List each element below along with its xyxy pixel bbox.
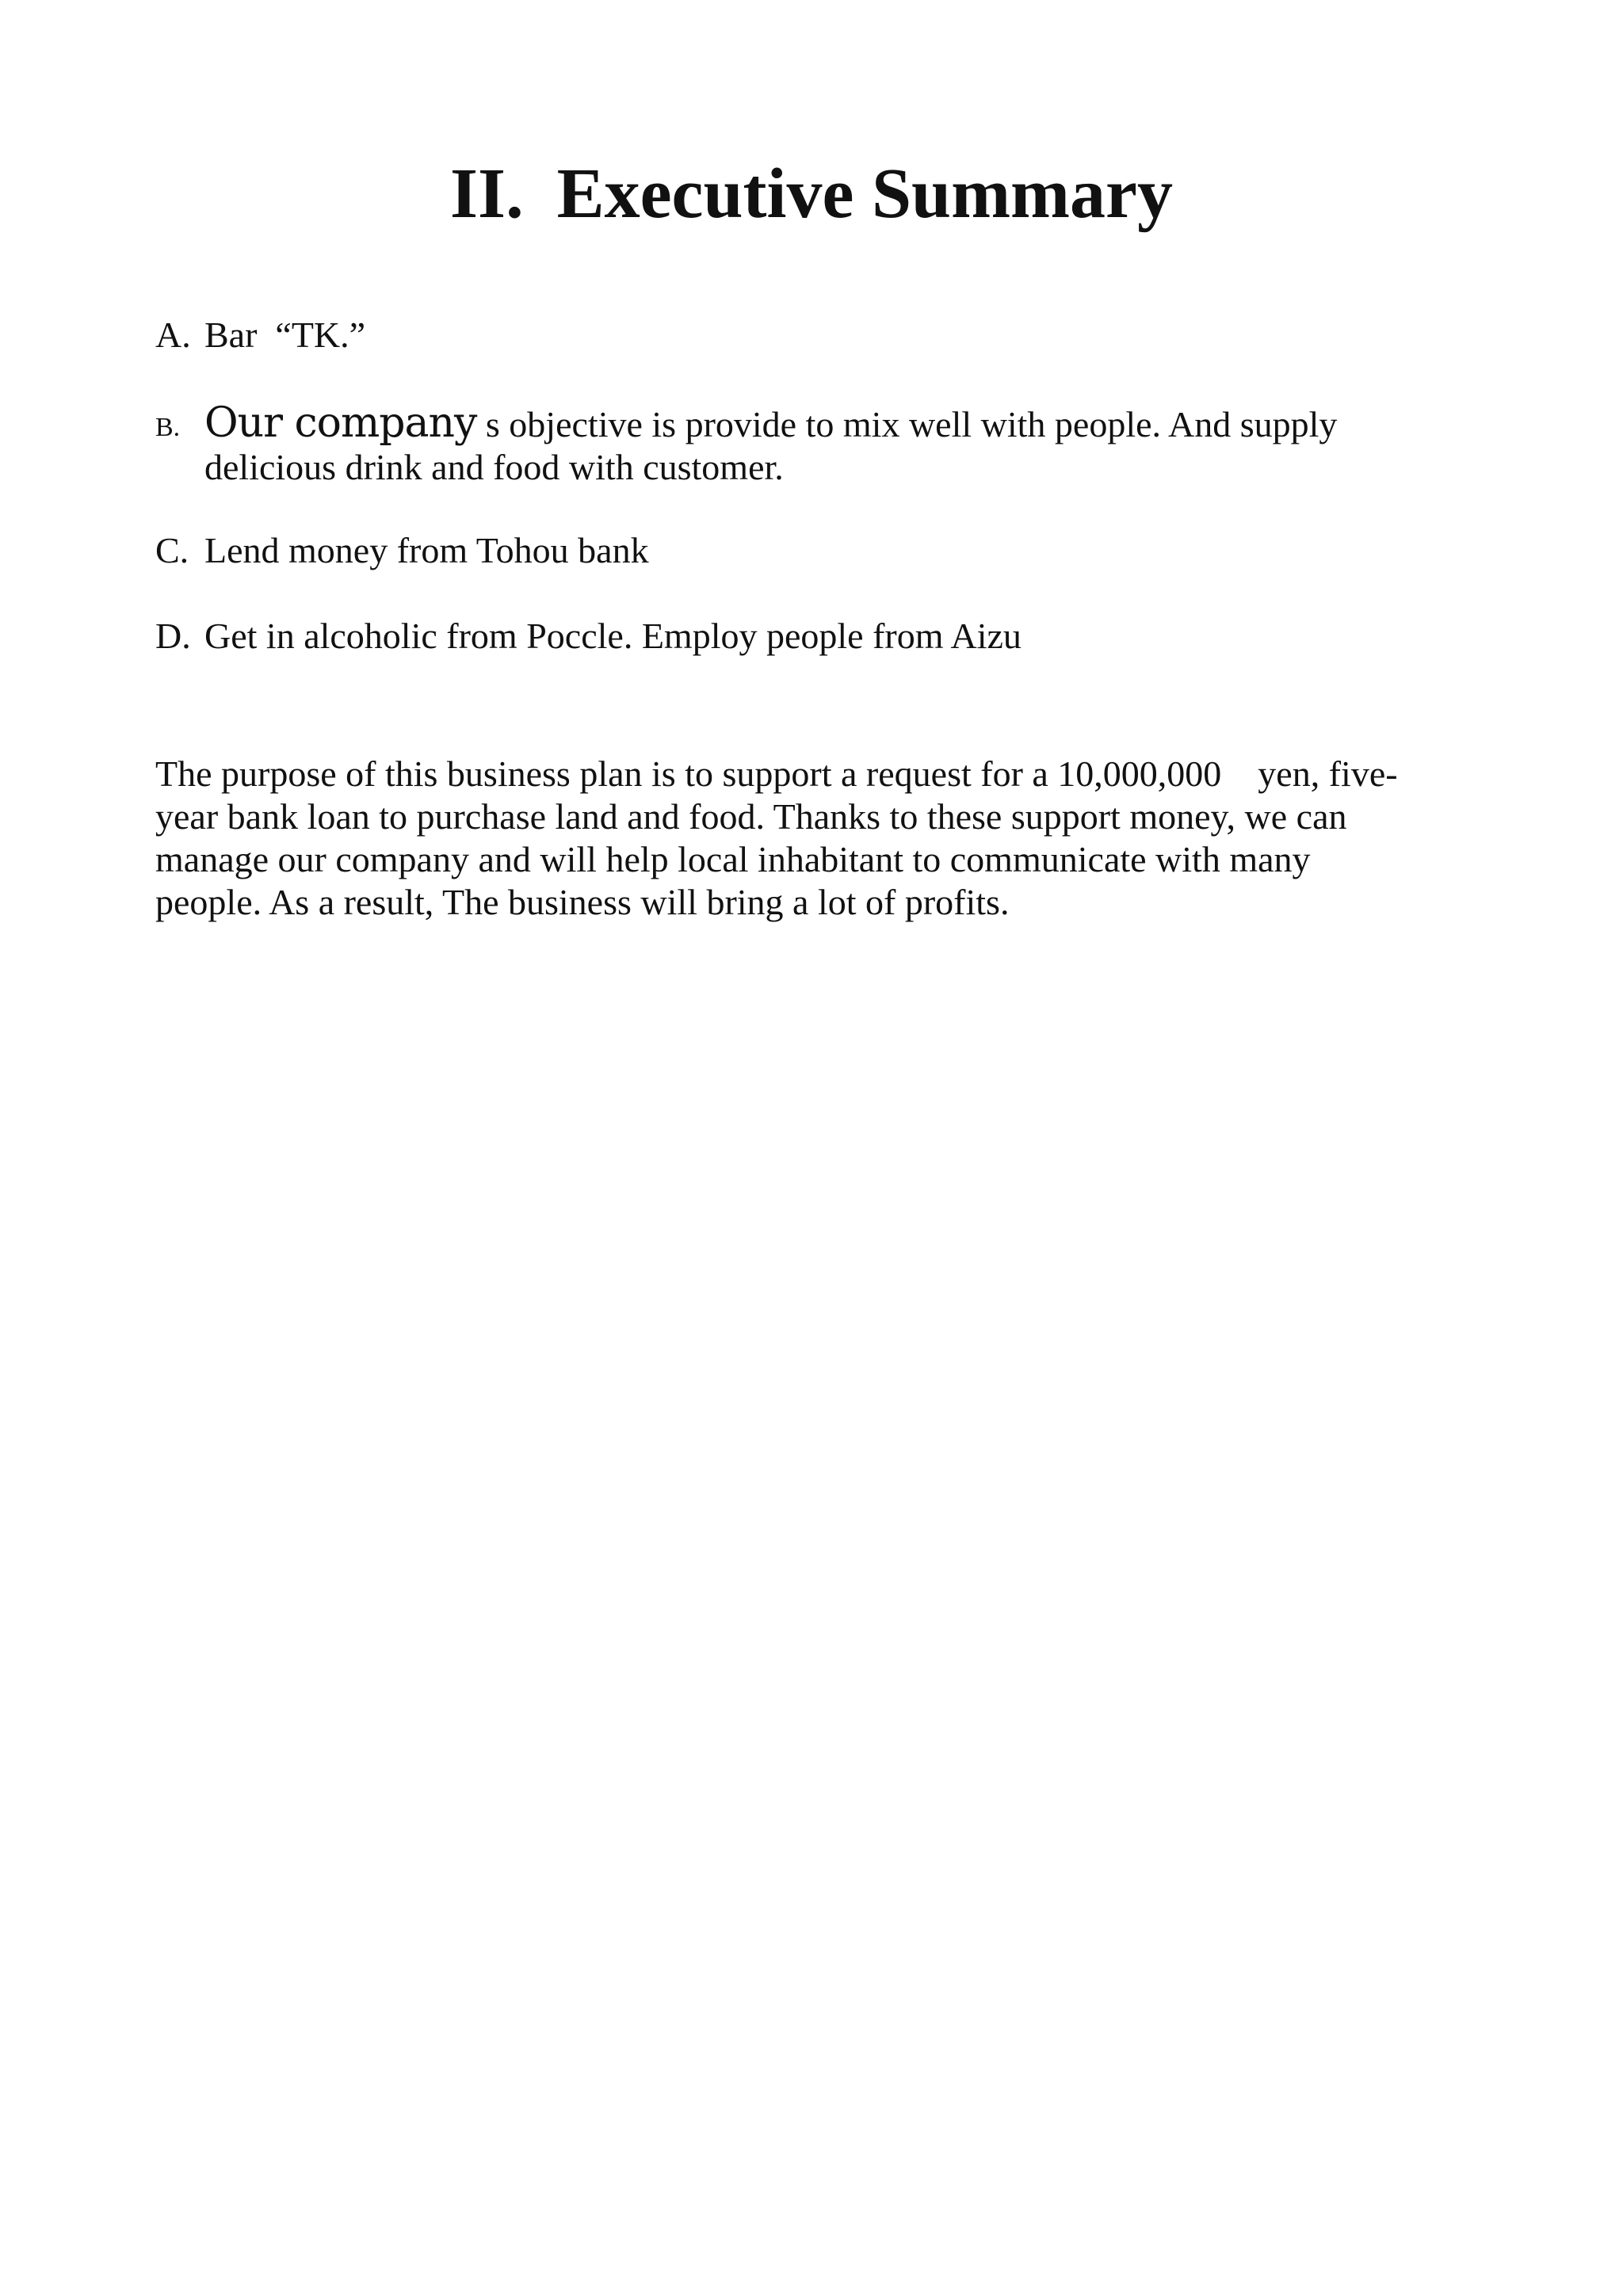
list-item-text xyxy=(204,399,1487,489)
summary-line: year bank loan to purchase land and food. Thanks to these support money, we can xyxy=(155,796,1347,837)
list-marker: D. xyxy=(155,616,191,656)
list-item-text-line-1: s objective is provide to mix well with people. And supply xyxy=(476,404,1338,444)
list-item-b xyxy=(155,399,1487,489)
list-marker: B. xyxy=(155,413,181,442)
summary-line: people. As a result, The business will bring a lot of profits. xyxy=(155,882,1010,922)
list-item-text: Bar “TK.” xyxy=(204,315,366,355)
list-marker: A. xyxy=(155,315,191,355)
summary-line: The purpose of this business plan is to support a request for a 10,000,000 yen, five- xyxy=(155,753,1398,794)
list-item-text: Get in alcoholic from Poccle. Employ people from Aizu xyxy=(204,616,1022,656)
list-item-text-line-2: delicious drink and food with customer. xyxy=(204,447,784,487)
section-number: II. xyxy=(450,154,524,233)
list-item-a xyxy=(155,314,1487,357)
summary-paragraph xyxy=(155,753,1471,924)
list-item-d xyxy=(155,615,1487,658)
list-item-lead: Our company xyxy=(204,399,477,447)
section-title: Executive Summary xyxy=(556,154,1173,233)
list-marker: C. xyxy=(155,530,189,570)
list-item-c xyxy=(155,529,1487,572)
page-title xyxy=(0,151,1623,238)
list-item-text: Lend money from Tohou bank xyxy=(204,530,649,570)
summary-line: manage our company and will help local inhabitant to communicate with many xyxy=(155,839,1311,879)
